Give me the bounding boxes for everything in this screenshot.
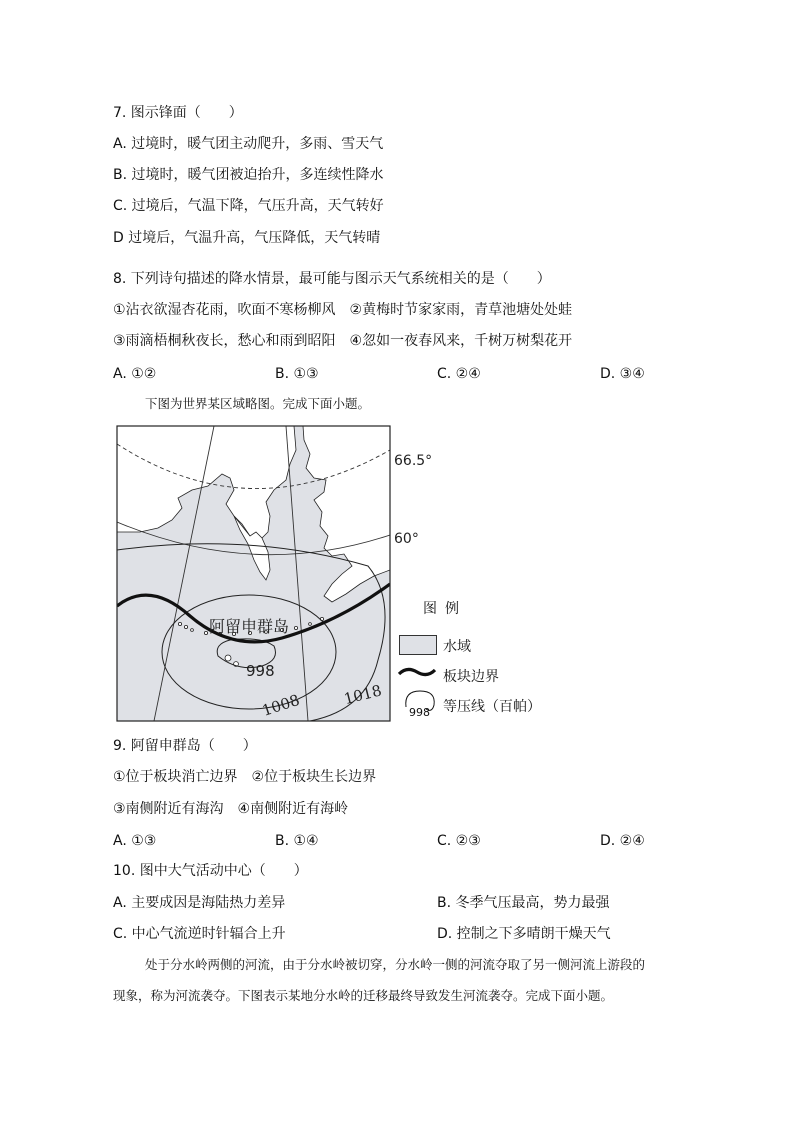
q10-option-b: B. 冬季气压最高，势力最强 (437, 895, 610, 911)
aleutian-islands-label: 阿留申群岛 (209, 617, 290, 636)
q9-stem: 9. 阿留申群岛（ ） (113, 738, 257, 754)
isobar-1018-label: 1018 (342, 681, 384, 709)
q8-choice-d: D. ③④ (600, 366, 645, 382)
q9-items-1: ①位于板块消亡边界 ②位于板块生长边界 (113, 769, 377, 785)
legend-water-swatch (399, 635, 437, 655)
capture-intro-line-2: 现象，称为河流袭夺。下图表示某地分水岭的迁移最终导致发生河流袭夺。完成下面小题。 (113, 988, 614, 1003)
legend-water-label: 水域 (443, 639, 471, 655)
map-intro: 下图为世界某区域略图。完成下面小题。 (145, 396, 371, 411)
q8-stem: 8. 下列诗句描述的降水情景，最可能与图示天气系统相关的是（ ） (113, 271, 551, 287)
q8-choice-a: A. ①② (113, 366, 157, 382)
isobar-1008-label: 1008 (259, 690, 302, 720)
q10-option-c: C. 中心气流逆时针辐合上升 (113, 926, 286, 942)
q8-items-1: ①沾衣欲湿杏花雨，吹面不寒杨柳风 ②黄梅时节家家雨，青草池塘处处蛙 (113, 302, 573, 318)
q8-choice-c: C. ②④ (437, 366, 481, 382)
q10-option-d: D. 控制之下多晴朗干燥天气 (437, 926, 611, 942)
q7-stem: 7. 图示锋面（ ） (113, 105, 243, 121)
q7-option-b: B. 过境时，暖气团被迫抬升，多连续性降水 (113, 167, 384, 183)
q7-option-c: C. 过境后，气温下降，气压升高，天气转好 (113, 198, 384, 214)
q7-option-d: D 过境后，气温升高，气压降低，天气转晴 (113, 230, 381, 246)
q9-choice-a: A. ①③ (113, 833, 157, 849)
q10-stem: 10. 图中大气活动中心（ ） (113, 863, 308, 879)
legend-isobar-value: 998 (409, 706, 430, 719)
q9-choice-c: C. ②③ (437, 833, 481, 849)
q10-option-a: A. 主要成因是海陆热力差异 (113, 895, 286, 911)
latitude-66-5-label: 66.5° (394, 453, 433, 469)
q9-items-2: ③南侧附近有海沟 ④南侧附近有海岭 (113, 801, 349, 817)
latitude-60-label: 60° (394, 531, 419, 547)
q9-choice-d: D. ②④ (600, 833, 645, 849)
legend-plate-symbol (397, 662, 437, 680)
legend-isobar-label: 等压线（百帕） (443, 699, 541, 715)
isobar-998-label: 998 (246, 662, 275, 680)
q7-option-a: A. 过境时，暖气团主动爬升，多雨、雪天气 (113, 136, 384, 152)
legend-plate-label: 板块边界 (443, 669, 499, 685)
q8-items-2: ③雨滴梧桐秋夜长，愁心和雨到昭阳 ④忽如一夜春风来，千树万树梨花开 (113, 333, 573, 349)
capture-intro-line-1: 处于分水岭两侧的河流，由于分水岭被切穿，分水岭一侧的河流夺取了另一侧河流上游段的 (145, 957, 646, 972)
q9-choice-b: B. ①④ (275, 833, 319, 849)
q8-choice-b: B. ①③ (275, 366, 319, 382)
legend-title: 图例 (423, 601, 467, 617)
